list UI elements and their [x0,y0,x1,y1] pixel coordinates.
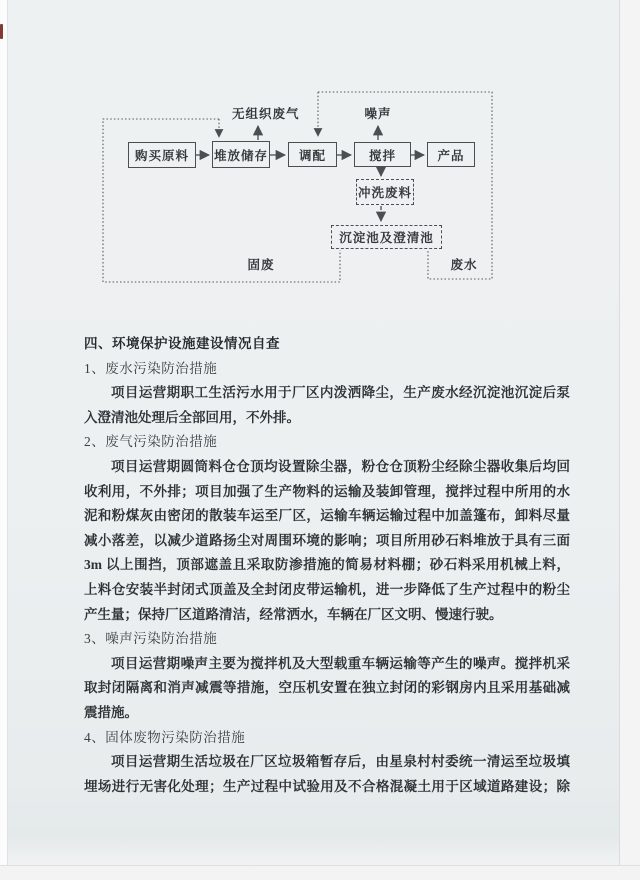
text-line: 取封闭隔离和消声减震等措施，空压机安置在独立封闭的彩钢房内且采用基础减 [84,680,570,696]
text-line: 产生量；保持厂区道路清洁，经常洒水，车辆在厂区文明、慢速行驶。 [84,606,503,622]
label-solid-waste: 固废 [247,258,275,272]
text-line: 项目运营期职工生活污水用于厂区内泼洒降尘，生产废水经沉淀池沉淀后泵 [111,385,570,401]
text-line: 上料仓安装半封闭式顶盖及全封闭皮带运输机，进一步降低了生产过程中的粉尘 [84,581,570,597]
flow-box-wash-waste: 冲洗废料 [356,179,414,205]
text-line: 项目运营期圆筒料仓仓顶均设置除尘器，粉仓仓顶粉尘经除尘器收集后均回 [111,458,570,474]
text-line: 埋场进行无害化处理；生产过程中试验用及不合格混凝土用于区域道路建设；除 [84,778,570,794]
label-noise: 噪声 [364,107,392,121]
text-line: 1、废水污染防治措施 [84,360,218,376]
text-line: 震措施。 [84,704,138,720]
text-line: 4、固体废物污染防治措施 [84,729,246,745]
label-fugitive-gas: 无组织废气 [232,107,300,121]
flow-box-blending: 调配 [288,142,337,167]
flow-box-mixing: 搅拌 [354,142,411,167]
text-line: 四、环境保护设施建设情况自查 [84,336,280,351]
flow-box-purchase-materials: 购买原料 [128,142,196,168]
flow-box-stack-storage: 堆放储存 [212,141,270,168]
text-line: 收利用，不外排；项目加强了生产物料的运输及装卸管理，搅拌过程中所用的水 [84,483,570,499]
text-line: 入澄清池处理后全部回用，不外排。 [84,409,300,425]
text-line: 项目运营期生活垃圾在厂区垃圾箱暂存后，由星泉村村委统一清运至垃圾填 [111,754,570,770]
flow-box-product: 产品 [427,142,475,167]
text-line: 项目运营期噪声主要为搅拌机及大型载重车辆运输等产生的噪声。搅拌机采 [111,655,570,671]
document-text [84,332,570,799]
text-line: 2、废气污染防治措施 [84,434,218,450]
text-line: 泥和粉煤灰由密闭的散装车运至厂区，运输车辆运输过程中加盖篷布，卸料尽量 [84,508,570,524]
text-line: 3m 以上围挡，顶部遮盖且采取防渗措施的简易材料棚；砂石料采用机械上料， [84,557,570,573]
text-line: 减小落差，以减少道路扬尘对周围环境的影响；项目所用砂石料堆放于具有三面 [84,532,570,548]
label-wastewater: 废水 [450,258,478,272]
text-line: 3、噪声污染防治措施 [84,631,218,647]
flow-box-sediment-clarify-tank: 沉淀池及澄清池 [331,225,442,249]
